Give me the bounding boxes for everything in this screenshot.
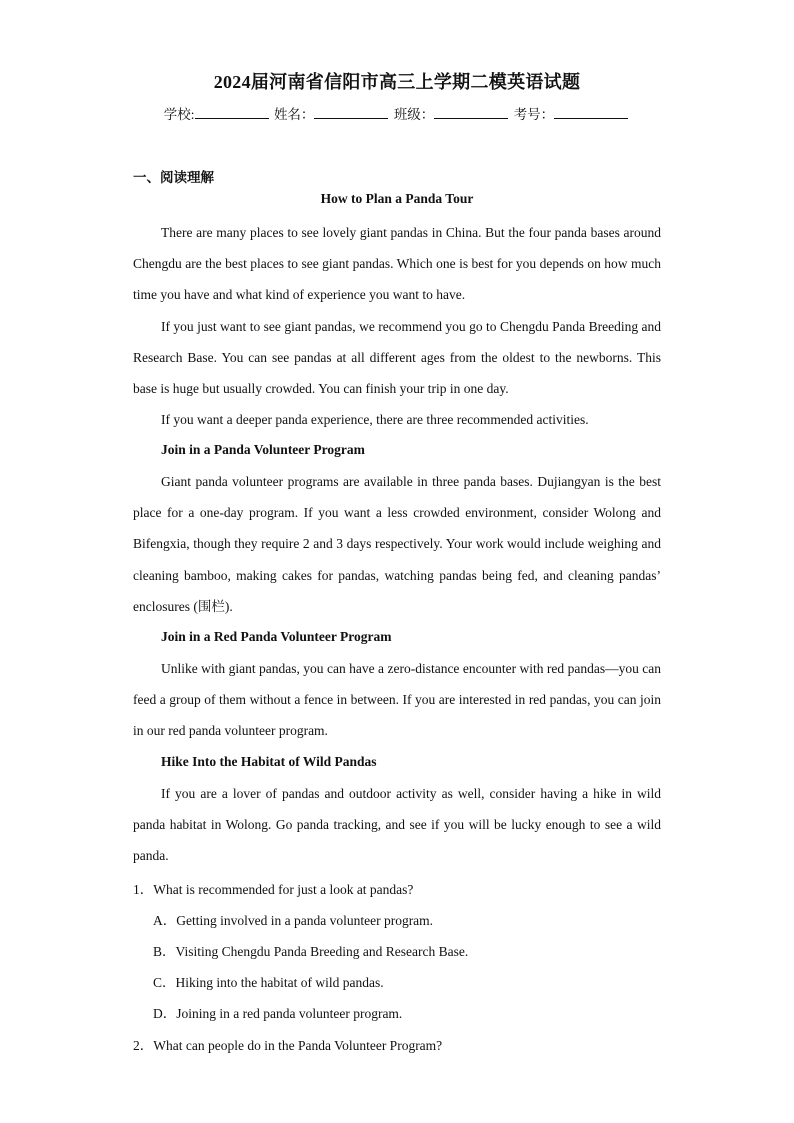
school-blank[interactable] [195,106,269,119]
article-paragraph-2: If you just want to see giant pandas, we recommend you go to Chengdu Panda Breeding and Research Base. You can see pandas at all different ages from the oldest to the newborns. This base is huge but usually crowded. You can finish your trip in one day. [133,319,661,397]
exam-no-blank[interactable] [554,106,628,119]
page-title: 2024届河南省信阳市高三上学期二模英语试题 [213,72,581,92]
question-1: 1．What is recommended for just a look at pandas? [133,882,414,897]
class-label: 班级： [393,107,435,122]
question-2: 2．What can people do in the Panda Volunteer Program? [133,1038,443,1053]
question-1-option-b[interactable]: B．Visiting Chengdu Panda Breeding and Research Base. [153,944,469,959]
article-paragraph-1: There are many places to see lovely giant pandas in China. But the four panda bases around Chengdu are the best places to see giant pandas. Which one is best for you depends on how much time you have and what kind of experience you want to have. [133,225,661,303]
question-1-option-d[interactable]: D．Joining in a red panda volunteer program. [153,1006,403,1021]
name-blank[interactable] [314,106,388,119]
article-title: How to Plan a Panda Tour [320,191,474,206]
question-1-option-a[interactable]: A．Getting involved in a panda volunteer program. [153,913,434,928]
article-paragraph-3: If you want a deeper panda experience, there are three recommended activities. [161,412,589,427]
section-heading: 一、阅读理解 [133,170,214,185]
exam-no-label: 考号： [513,107,555,122]
subheading-hike-habitat: Hike Into the Habitat of Wild Pandas [161,754,377,769]
article-paragraph-4: Giant panda volunteer programs are available in three panda bases. Dujiangyan is the best place for a one-day program. If you want a less crowded environment, consider Wolong and Bifengxia, though they require 2 and 3 days respectively. Your work would include weighing and cleaning bamboo, making cakes for pandas, watching pandas being fed, and cleaning pandas’ enclosures (围栏). [133,474,661,614]
subheading-panda-volunteer: Join in a Panda Volunteer Program [161,442,365,457]
class-blank[interactable] [434,106,508,119]
school-label: 学校: [163,107,195,122]
article-paragraph-6: If you are a lover of pandas and outdoor activity as well, consider having a hike in wild panda habitat in Wolong. Go panda tracking, and see if you will be lucky enough to see a wild panda. [133,786,661,864]
name-label: 姓名： [273,107,315,122]
subheading-red-panda-volunteer: Join in a Red Panda Volunteer Program [161,629,392,644]
question-1-option-c[interactable]: C．Hiking into the habitat of wild pandas. [153,975,384,990]
article-paragraph-5: Unlike with giant pandas, you can have a zero-distance encounter with red pandas—you can feed a group of them without a fence in between. If you are interested in red pandas, you can join in our red panda volunteer program. [133,661,661,739]
student-info-line [0,103,794,123]
